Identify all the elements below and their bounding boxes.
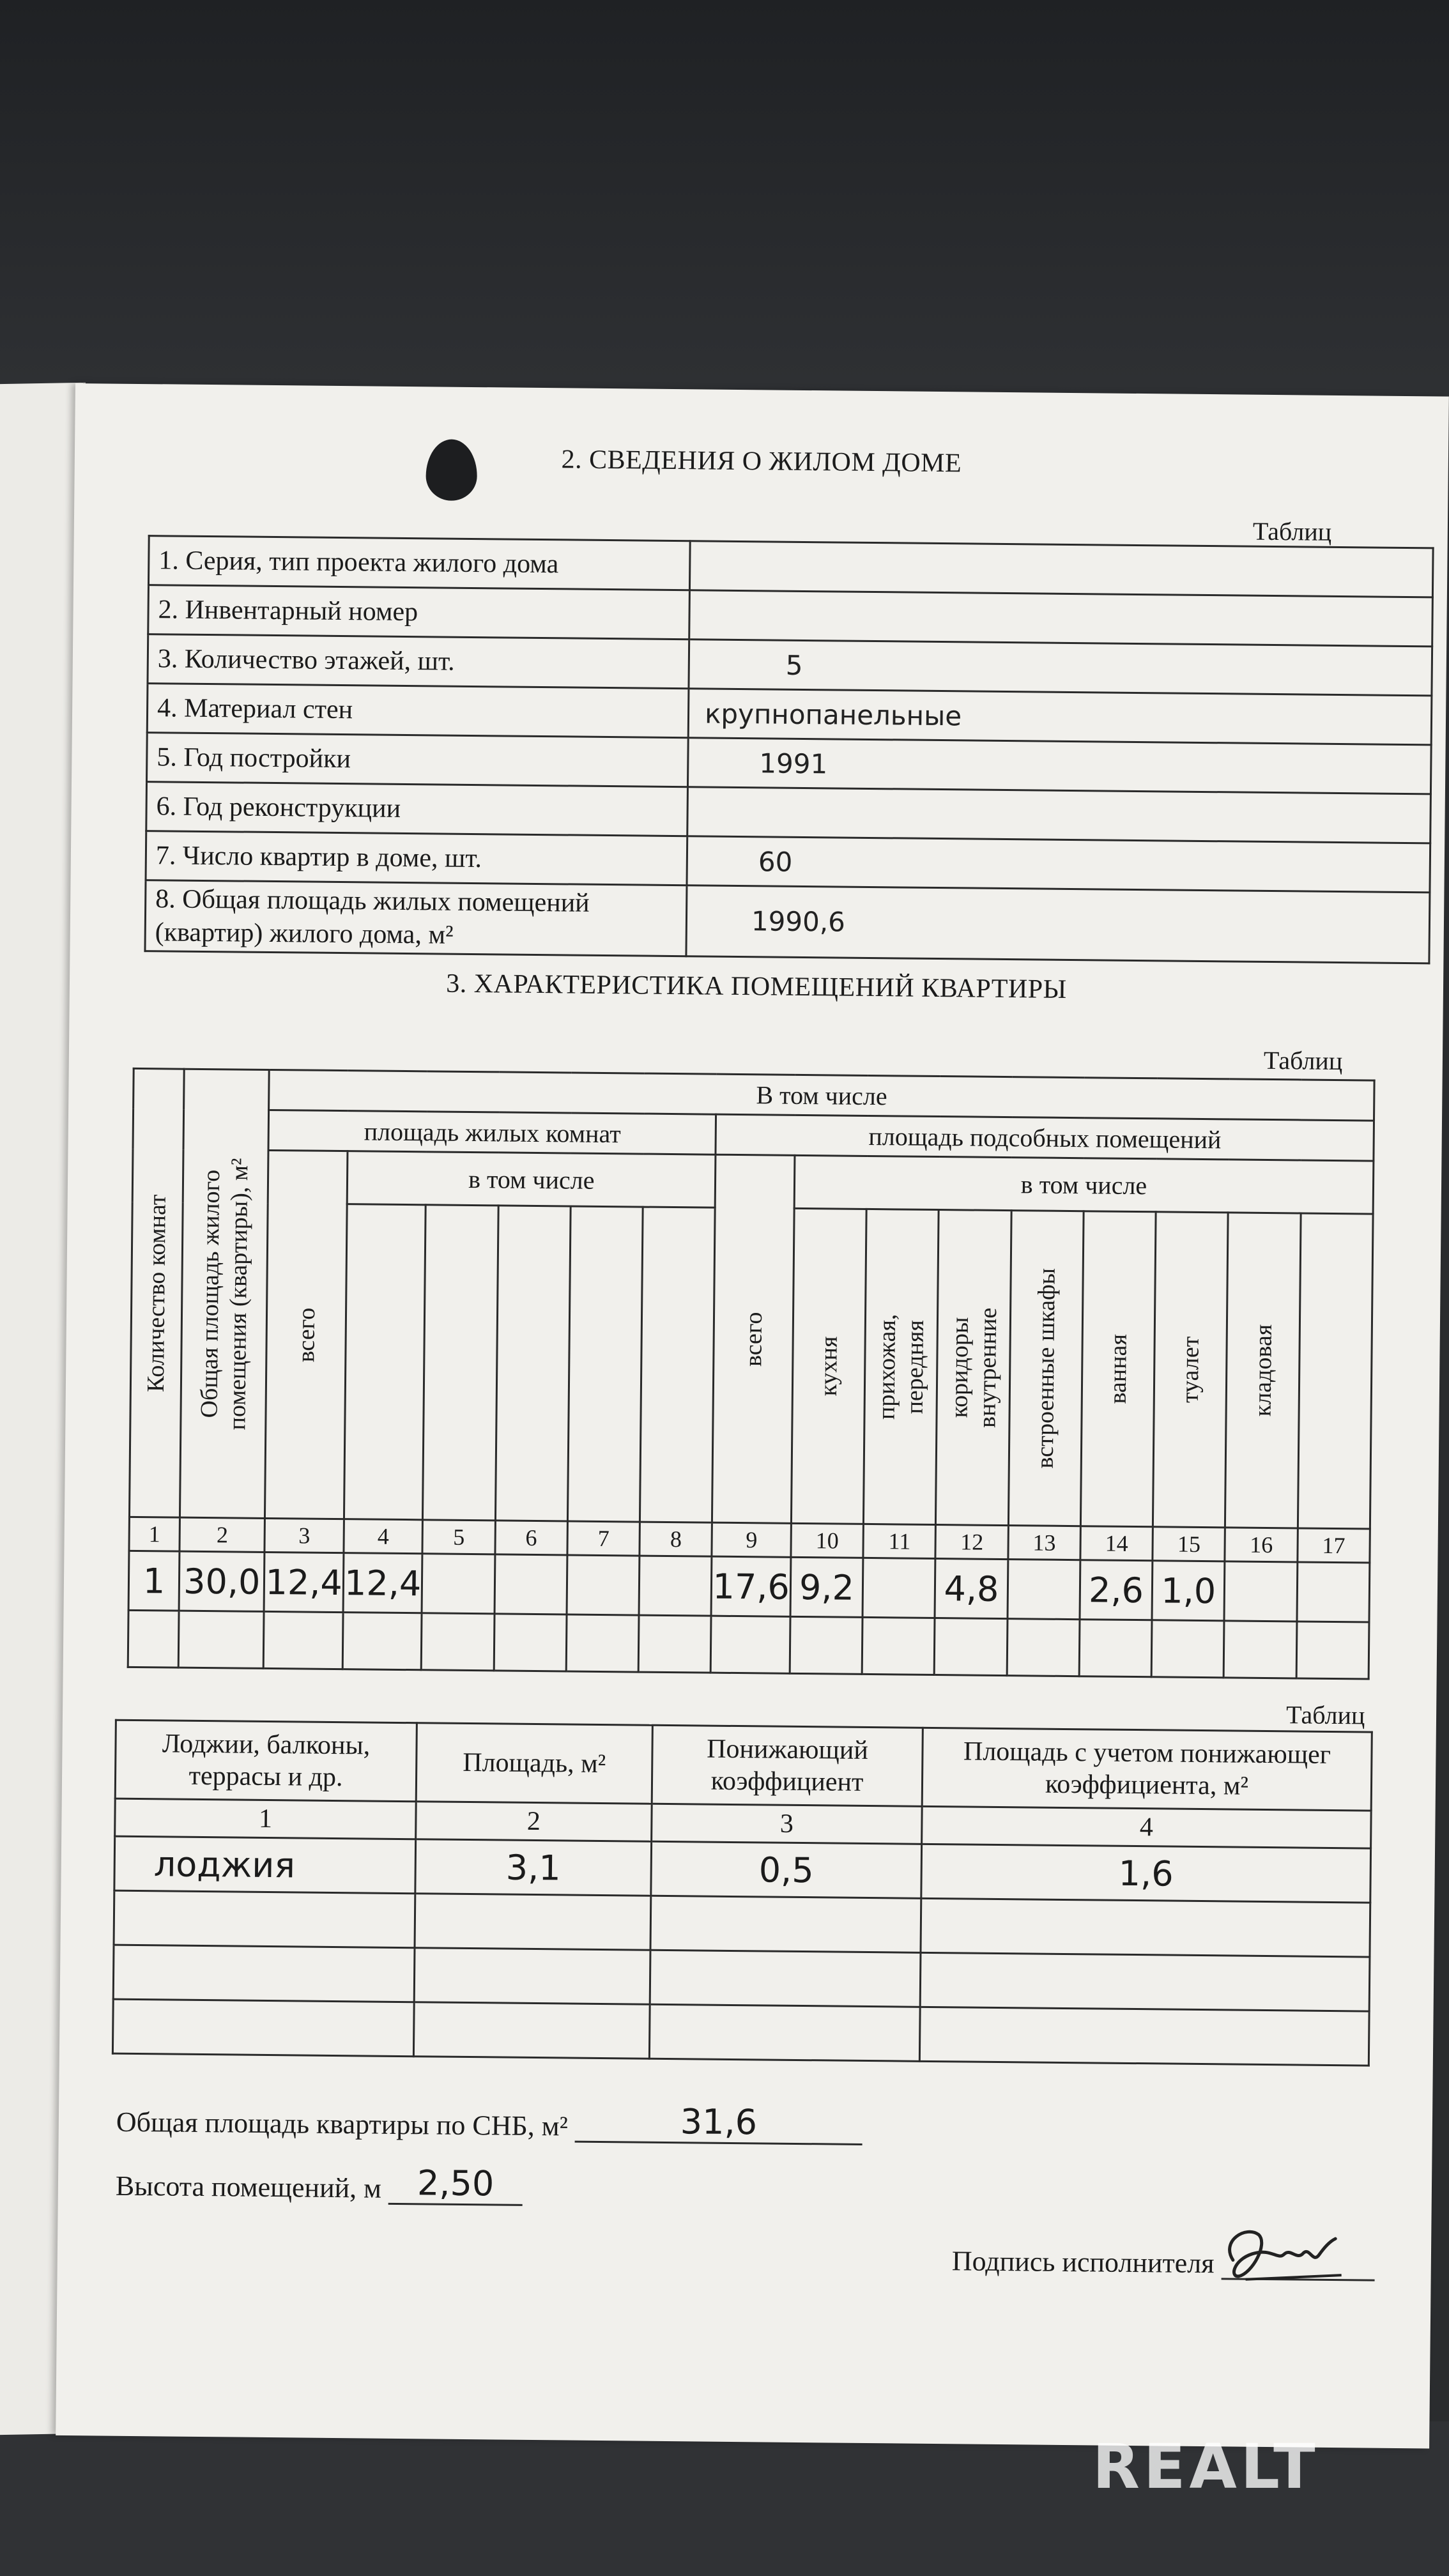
header-row (132, 1149, 1374, 1214)
table-cell: 3,1 (415, 1839, 652, 1896)
column-number: 7 (567, 1521, 640, 1556)
section2-title: 2. СВЕДЕНИЯ О ЖИЛОМ ДОМЕ (561, 445, 962, 479)
table-cell (1224, 1561, 1297, 1621)
header-empty (640, 1207, 716, 1522)
total-area-line (116, 2096, 863, 2145)
table-cell: лоджия (114, 1836, 416, 1894)
table-cell: 1 (128, 1551, 180, 1611)
row-label: 7. Число квартир в доме, шт. (146, 831, 687, 885)
row-label: 6. Год реконструкции (146, 782, 688, 836)
header-auxiliary-area: площадь подсобных помещений (716, 1114, 1374, 1161)
row-value (689, 590, 1433, 647)
header-total-area: Общая площадь жилого помещения (квартиры), м² (180, 1069, 270, 1518)
column-number: 5 (422, 1520, 495, 1554)
column-number: 1 (115, 1798, 417, 1839)
column-number: 4 (922, 1806, 1372, 1848)
house-info-table (144, 535, 1434, 964)
header-row (115, 1720, 1372, 1811)
row-label: 2. Инвентарный номер (148, 585, 690, 640)
row-label (145, 880, 687, 956)
row-value: крупнопанельные (688, 689, 1432, 745)
table-row (112, 1999, 1369, 2066)
table-cell (1008, 1560, 1080, 1620)
row-label: 1. Серия, тип проекта жилого дома (148, 536, 690, 590)
column-number: 3 (264, 1518, 344, 1552)
column-number: 11 (863, 1524, 936, 1558)
column-number: 2 (180, 1517, 265, 1552)
header-area: Площадь, м² (416, 1723, 652, 1804)
table-cell: 1,0 (1152, 1561, 1225, 1621)
row-value: 60 (687, 836, 1430, 893)
header-empty (423, 1205, 498, 1521)
header-loggia-type: Лоджии, балконы, террасы и др. (115, 1720, 417, 1802)
row-value: 1990,6 (686, 885, 1430, 963)
header-total-living: всего (265, 1150, 348, 1519)
header-empty (344, 1204, 425, 1520)
column-number: 6 (495, 1521, 568, 1555)
header-total-aux: всего (712, 1154, 795, 1523)
table-cell (639, 1556, 712, 1616)
table-cell (1297, 1562, 1370, 1622)
header-including: В том числе (269, 1070, 1374, 1121)
table-cell: 9,2 (790, 1557, 863, 1617)
table-cell: 4,8 (935, 1559, 1008, 1619)
header-bathroom: ванная (1080, 1211, 1156, 1527)
column-number: 1 (129, 1517, 180, 1551)
row-value (689, 541, 1433, 597)
signature-label: Подпись исполнителя (951, 2245, 1215, 2280)
column-number: 4 (344, 1519, 423, 1554)
header-hallway: прихожая, передняя (864, 1209, 939, 1524)
row-label: 4. Материал стен (147, 684, 689, 738)
header-coefficient: Понижающий коэффициент (652, 1725, 923, 1806)
column-number: 13 (1008, 1526, 1081, 1560)
header-storage: кладовая (1225, 1213, 1301, 1528)
table-cell: 0,5 (651, 1841, 922, 1898)
header-empty (567, 1206, 643, 1522)
table-cell: 30,0 (179, 1551, 264, 1611)
loggia-table-label: Таблиц (1285, 1700, 1365, 1730)
table-cell (567, 1555, 640, 1615)
column-number: 9 (712, 1522, 791, 1557)
table-cell: 1,6 (921, 1844, 1371, 1903)
header-corridors: коридоры внутренние (936, 1210, 1011, 1526)
height-line (116, 2160, 523, 2206)
total-area-value: 31,6 (575, 2101, 863, 2145)
header-of-which: в том числе (794, 1155, 1374, 1214)
column-number: 16 (1225, 1528, 1298, 1562)
realt-watermark: REALT (1092, 2431, 1319, 2503)
table-cell: 12,4 (264, 1552, 344, 1612)
background-top (0, 0, 1449, 409)
row-value: 1991 (687, 738, 1431, 794)
row-value (687, 787, 1431, 843)
column-number: 8 (640, 1522, 712, 1556)
row-label-line1: 8. Общая площадь жилых помещений (155, 884, 590, 918)
table-cell: 17,6 (711, 1556, 790, 1616)
column-number: 12 (935, 1525, 1008, 1560)
row-label: 3. Количество этажей, шт. (148, 634, 689, 689)
column-number: 10 (791, 1523, 864, 1558)
section3-title: 3. ХАРАКТЕРИСТИКА ПОМЕЩЕНИЙ КВАРТИРЫ (445, 969, 1067, 1004)
header-rooms-count: Количество комнат (129, 1068, 184, 1517)
column-number: 2 (416, 1802, 652, 1842)
total-area-label: Общая площадь квартиры по СНБ, м² (116, 2106, 569, 2142)
column-number: 17 (1298, 1528, 1370, 1563)
row-label: 5. Год постройки (147, 733, 689, 787)
row-value: 5 (689, 640, 1432, 696)
header-closets: встроенные шкафы (1008, 1211, 1084, 1526)
document-page (56, 383, 1449, 2448)
table-cell (422, 1554, 495, 1614)
table-cell: 12,4 (343, 1553, 422, 1613)
section3-table-label: Таблиц (1263, 1045, 1343, 1076)
table-row (145, 880, 1430, 963)
apartment-rooms-table (127, 1068, 1376, 1680)
header-reduced-area: Площадь с учетом понижающег коэффициента, м² (922, 1728, 1372, 1811)
header-empty (1298, 1213, 1373, 1529)
table-row (128, 1610, 1369, 1679)
table-cell (494, 1554, 567, 1614)
column-number: 15 (1153, 1527, 1225, 1561)
column-number: 14 (1080, 1526, 1153, 1561)
table-cell (862, 1558, 935, 1618)
section2-table-label: Таблиц (1252, 516, 1332, 546)
header-kitchen: кухня (791, 1208, 866, 1524)
header-of-which: в том числе (347, 1151, 716, 1208)
header-toilet: туалет (1153, 1212, 1229, 1528)
signature-mark (1207, 2215, 1354, 2293)
row-label-line2: (квартир) жилого дома, м² (155, 917, 454, 950)
height-value: 2,50 (388, 2163, 523, 2206)
table-cell: 2,6 (1080, 1560, 1153, 1620)
loggia-table (112, 1719, 1373, 2067)
header-living-area: площадь жилых комнат (268, 1110, 716, 1154)
column-number: 3 (652, 1804, 923, 1844)
height-label: Высота помещений, м (115, 2170, 382, 2204)
header-empty (495, 1206, 571, 1521)
